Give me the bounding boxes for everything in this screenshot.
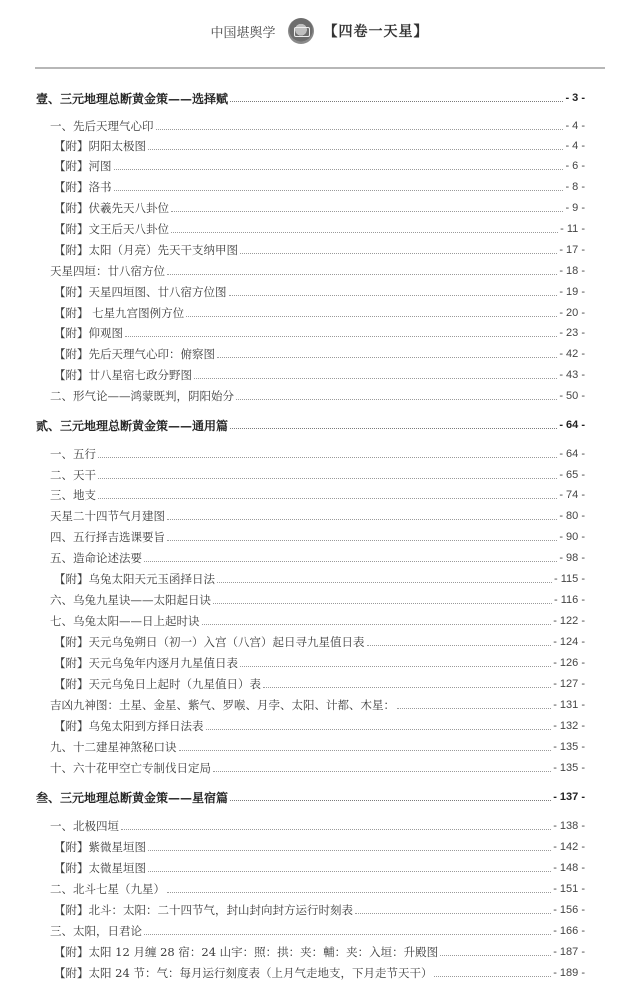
toc-page-number: - 19 - [559,286,585,298]
toc-chapter-row[interactable] [0,415,639,435]
toc-entry-row[interactable] [0,136,639,156]
toc-page-number: - 90 - [559,531,585,543]
toc-entry-title: 【附】文王后天八卦位 [54,222,169,236]
dot-leader [229,294,558,296]
toc-entry-title: 三、地支 [50,488,96,502]
toc-entry-row[interactable] [0,548,639,568]
dot-leader [167,273,557,275]
brand-name: 中国堪舆学 [210,25,276,41]
toc-page-number: - 65 - [559,469,585,481]
header-divider [35,67,605,69]
toc-entry-title: 叁、三元地理总断黄金策——星宿篇 [36,790,229,805]
toc-entry-title: 壹、三元地理总断黄金策——选择赋 [36,91,229,106]
toc-page-number: - 156 - [553,904,585,916]
toc-entry-title: 吉凶九神图：土星、金星、紫气、罗喉、月孛、太阳、计都、木星： [50,698,395,712]
toc-entry-title: 贰、三元地理总断黄金策——通用篇 [36,418,229,433]
toc-entry-title: 一、先后天理气心印 [50,119,154,133]
toc-entry-row[interactable] [0,758,639,778]
toc-page-number: - 142 - [553,841,585,853]
dot-leader [440,954,551,956]
toc-page-number: - 135 - [553,762,585,774]
dot-leader [114,168,564,170]
dot-leader [240,252,557,254]
toc-entry-title: 四、五行择吉选课要旨 [50,530,165,544]
toc-entry-title: 二、北斗七星（九星） [50,882,165,896]
page-header [0,0,639,68]
toc-entry-row[interactable] [0,837,639,857]
toc-entry-title: 天星二十四节气月建图 [50,509,165,523]
dot-leader [217,356,557,358]
toc-page-number: - 4 - [565,140,585,152]
toc-page-number: - 148 - [553,862,585,874]
dot-leader [171,210,563,212]
dot-leader [125,335,557,337]
toc-page-number: - 11 - [560,223,585,235]
toc-entry-row[interactable] [0,921,639,941]
dot-leader [121,828,551,830]
dot-leader [230,799,551,801]
dot-leader [434,975,551,977]
toc-entry-row[interactable] [0,900,639,920]
toc-entry-title: 【附】乌兔太阳天元玉函择日法 [54,572,215,586]
toc-entry-row[interactable] [0,963,639,983]
dot-leader [167,518,557,520]
toc-page-number: - 135 - [553,741,585,753]
toc-page-number: - 115 - [554,573,585,585]
dot-leader [148,148,563,150]
toc-page-number: - 132 - [553,720,585,732]
dot-leader [186,315,557,317]
toc-entry-row[interactable] [0,527,639,547]
dot-leader [98,497,557,499]
toc-page-number: - 80 - [559,510,585,522]
dot-leader [240,665,551,667]
toc-page-number: - 42 - [559,348,585,360]
toc-entry-title: 【附】河图 [54,159,112,173]
toc-entry-row[interactable] [0,695,639,715]
circular-seal-logo-icon [288,18,314,44]
dot-leader [213,602,552,604]
toc-entry-row[interactable] [0,240,639,260]
dot-leader [98,456,557,458]
volume-title: 【四卷一天星】 [323,24,429,40]
toc-page-number: - 187 - [553,946,585,958]
toc-entry-row[interactable] [0,303,639,323]
dot-leader [230,427,557,429]
toc-page-number: - 124 - [553,636,585,648]
toc-entry-title: 【附】天元乌兔年内逐月九星值日表 [54,656,238,670]
toc-page-number: - 17 - [559,244,585,256]
toc-page-number: - 74 - [559,489,585,501]
toc-entry-row[interactable] [0,116,639,136]
toc-entry-row[interactable] [0,879,639,899]
dot-leader [263,686,551,688]
dot-leader [213,770,551,772]
dot-leader [167,539,557,541]
dot-leader [98,477,557,479]
toc-entry-title: 【附】太阳 12 月缠 28 宿：24 山宇：照：拱：夹：輔：夹：入垣：升殿图 [54,945,439,959]
toc-entry-title: 【附】北斗：太阳：二十四节气，封山封向封方运行时刻表 [54,903,353,917]
dot-leader [114,189,564,191]
dot-leader [148,849,551,851]
toc-entry-row[interactable] [0,282,639,302]
dot-leader [230,100,563,102]
toc-entry-row[interactable] [0,261,639,281]
toc-entry-row[interactable] [0,344,639,364]
dot-leader [206,728,552,730]
toc-entry-title: 二、形气论——鸿蒙既判，阴阳始分 [50,389,234,403]
dot-leader [148,870,551,872]
dot-leader [397,707,551,709]
dot-leader [217,581,552,583]
dot-leader [171,231,558,233]
toc-entry-title: 九、十二建星神煞秘口诀 [50,740,177,754]
header-content [0,18,639,44]
toc-page-number: - 126 - [553,657,585,669]
toc-entry-row[interactable] [0,632,639,652]
toc-entry-row[interactable] [0,219,639,239]
toc-entry-title: 一、北极四垣 [50,819,119,833]
toc-page-number: - 50 - [559,390,585,402]
toc-entry-row[interactable] [0,858,639,878]
toc-entry-title: 【附】乌兔太阳到方择日法表 [54,719,204,733]
toc-page-number: - 64 - [559,448,585,460]
dot-leader [236,398,557,400]
toc-entry-title: 二、天干 [50,468,96,482]
toc-entry-row[interactable] [0,816,639,836]
dot-leader [156,128,564,130]
toc-entry-title: 【附】伏羲先天八卦位 [54,201,169,215]
toc-page-number: - 151 - [553,883,585,895]
toc-entry-title: 【附】仰观图 [54,326,123,340]
dot-leader [167,891,551,893]
toc-entry-title: 【附】紫微星垣图 [54,840,146,854]
toc-page-number: - 166 - [553,925,585,937]
toc-entry-row[interactable] [0,177,639,197]
toc-page-number: - 189 - [553,967,585,979]
toc-entry-row[interactable] [0,674,639,694]
toc-page-number: - 4 - [565,120,585,132]
toc-entry-title: 【附】阴阳太极图 [54,139,146,153]
toc-entry-title: 【附】 七星九宫图例方位 [54,306,185,320]
toc-entry-row[interactable] [0,444,639,464]
toc-page-number: - 98 - [559,552,585,564]
toc-chapter-row[interactable] [0,88,639,108]
toc-entry-row[interactable] [0,506,639,526]
toc-entry-row[interactable] [0,737,639,757]
dot-leader [367,644,552,646]
toc-page-number: - 64 - [559,419,585,431]
toc-entry-title: 十、六十花甲空亡专制伐日定局 [50,761,211,775]
toc-entry-title: 七、乌兔太阳——日上起时诀 [50,614,200,628]
toc-entry-title: 【附】天元乌兔朔日（初一）入宫（八宫）起日寻九星值日表 [54,635,365,649]
dot-leader [179,749,552,751]
toc-entry-row[interactable] [0,716,639,736]
dot-leader [355,912,551,914]
toc-page-number: - 43 - [559,369,585,381]
toc-entry-row[interactable] [0,156,639,176]
dot-leader [194,377,557,379]
toc-entry-row[interactable] [0,365,639,385]
toc-entry-title: 天星四垣：廿八宿方位 [50,264,165,278]
toc-page-number: - 138 - [553,820,585,832]
toc-entry-row[interactable] [0,611,639,631]
toc-page-number: - 116 - [554,594,585,606]
toc-page-number: - 23 - [559,327,585,339]
toc-entry-title: 【附】天星四垣图、廿八宿方位图 [54,285,227,299]
toc-entry-title: 三、太阳，日君论 [50,924,142,938]
toc-entry-row[interactable] [0,198,639,218]
toc-page-number: - 122 - [553,615,585,627]
toc-entry-title: 【附】太阳 24 节：气：每月运行刻度表（上月气走地支，下月走节天干） [54,966,433,980]
toc-entry-row[interactable] [0,323,639,343]
toc-entry-row[interactable] [0,386,639,406]
toc-page-number: - 131 - [553,699,585,711]
toc-entry-title: 【附】太阳（月亮）先天干支纳甲图 [54,243,238,257]
toc-page-number: - 6 - [565,160,585,172]
toc-entry-title: 【附】洛书 [54,180,112,194]
toc-entry-row[interactable] [0,569,639,589]
toc-entry-row[interactable] [0,465,639,485]
toc-page-number: - 127 - [553,678,585,690]
toc-page-number: - 3 - [565,92,585,104]
toc-page-number: - 18 - [559,265,585,277]
toc-entry-title: 六、乌兔九星诀——太阳起日诀 [50,593,211,607]
toc-chapter-row[interactable] [0,787,639,807]
toc-entry-title: 五、造命论述法要 [50,551,142,565]
toc-entry-title: 【附】先后天理气心印：俯察图 [54,347,215,361]
toc-entry-row[interactable] [0,942,639,962]
toc-page-number: - 20 - [559,307,585,319]
toc-page-number: - 9 - [565,202,585,214]
dot-leader [144,560,557,562]
toc-entry-title: 【附】天元乌兔日上起时（九星值日）表 [54,677,261,691]
toc-entry-title: 【附】廿八星宿七政分野图 [54,368,192,382]
dot-leader [202,623,552,625]
toc-entry-row[interactable] [0,653,639,673]
toc-entry-title: 一、五行 [50,447,96,461]
dot-leader [144,933,551,935]
toc-page-number: - 137 - [553,791,585,803]
toc-entry-row[interactable] [0,590,639,610]
toc-entry-row[interactable] [0,485,639,505]
toc-page-number: - 8 - [565,181,585,193]
toc-entry-title: 【附】太微星垣图 [54,861,146,875]
